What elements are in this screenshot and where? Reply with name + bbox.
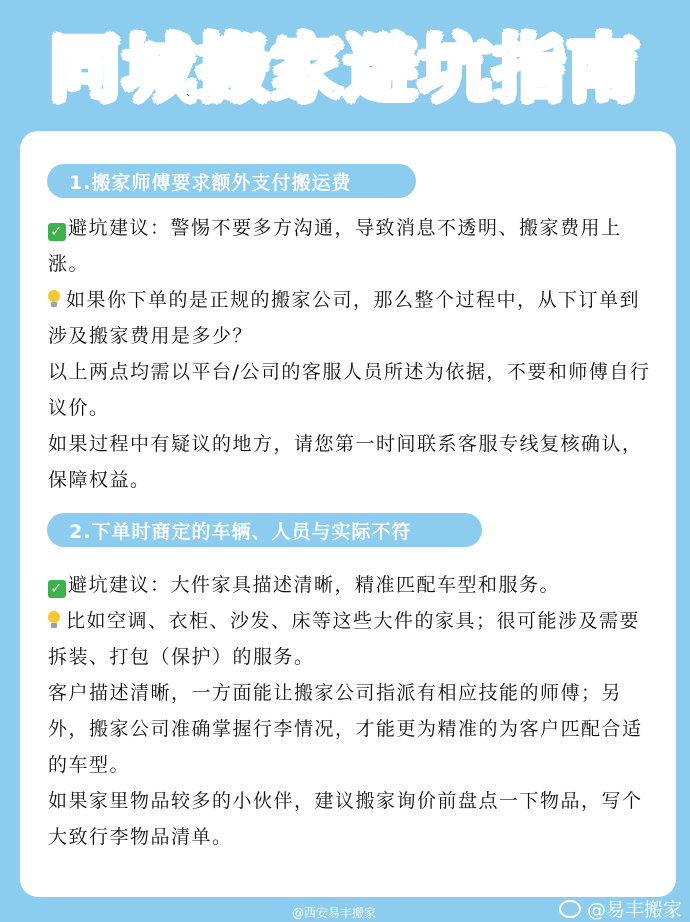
watermark-small: @西安易丰搬家	[292, 906, 377, 920]
section2-heading	[47, 513, 482, 547]
page-title: 同城搬家避坑指南	[48, 27, 641, 111]
light-bulb-icon	[48, 290, 60, 308]
section1-p1: 以上两点均需以平台/公司的客服人员所述为依据，不要和师傅自行议价。	[48, 361, 651, 419]
section1-p2: 如果过程中有疑议的地方，请您第一时间联系客服专线复核确认，保障权益。	[48, 433, 643, 491]
section1-tip-text: 避坑建议：警惕不要多方沟通，导致消息不透明、搬家费用上涨。	[48, 217, 622, 275]
section1-heading-text: 1.搬家师傅要求额外支付搬运费	[69, 171, 352, 194]
section2-p2: 如果家里物品较多的小伙伴，建议搬家询价前盘点一下物品，写个大致行李物品清单。	[48, 790, 643, 848]
check-mark-icon: ✓	[48, 580, 66, 598]
section1-note-text: 如果你下单的是正规的搬家公司，那么整个过程中，从下订单到涉及搬家费用是多少？	[48, 289, 641, 347]
content-card	[20, 131, 676, 897]
section2-note	[48, 603, 654, 675]
watermark-brand-text: @易丰搬家	[586, 899, 682, 921]
weibo-logo-icon	[559, 900, 581, 918]
section2-tip	[48, 567, 654, 603]
section2-note-text: 比如空调、衣柜、沙发、床等这些大件的家具；很可能涉及需要拆装、打包（保护）的服务。	[48, 610, 641, 668]
section1-tip	[48, 210, 654, 282]
light-bulb-icon	[48, 611, 60, 629]
section1-heading	[47, 164, 416, 198]
section2-heading-text: 2.下单时商定的车辆、人员与实际不符	[69, 520, 412, 543]
watermark-brand	[559, 895, 682, 922]
check-mark-icon: ✓	[48, 223, 66, 241]
section2-p1: 客户描述清晰，一方面能让搬家公司指派有相应技能的师傅；另外，搬家公司准确掌握行李情况，才能更为精准的为客户匹配合适的车型。	[48, 682, 643, 776]
section1-note	[48, 282, 654, 354]
section2-tip-text: 避坑建议：大件家具描述清晰，精准匹配车型和服务。	[68, 574, 561, 596]
